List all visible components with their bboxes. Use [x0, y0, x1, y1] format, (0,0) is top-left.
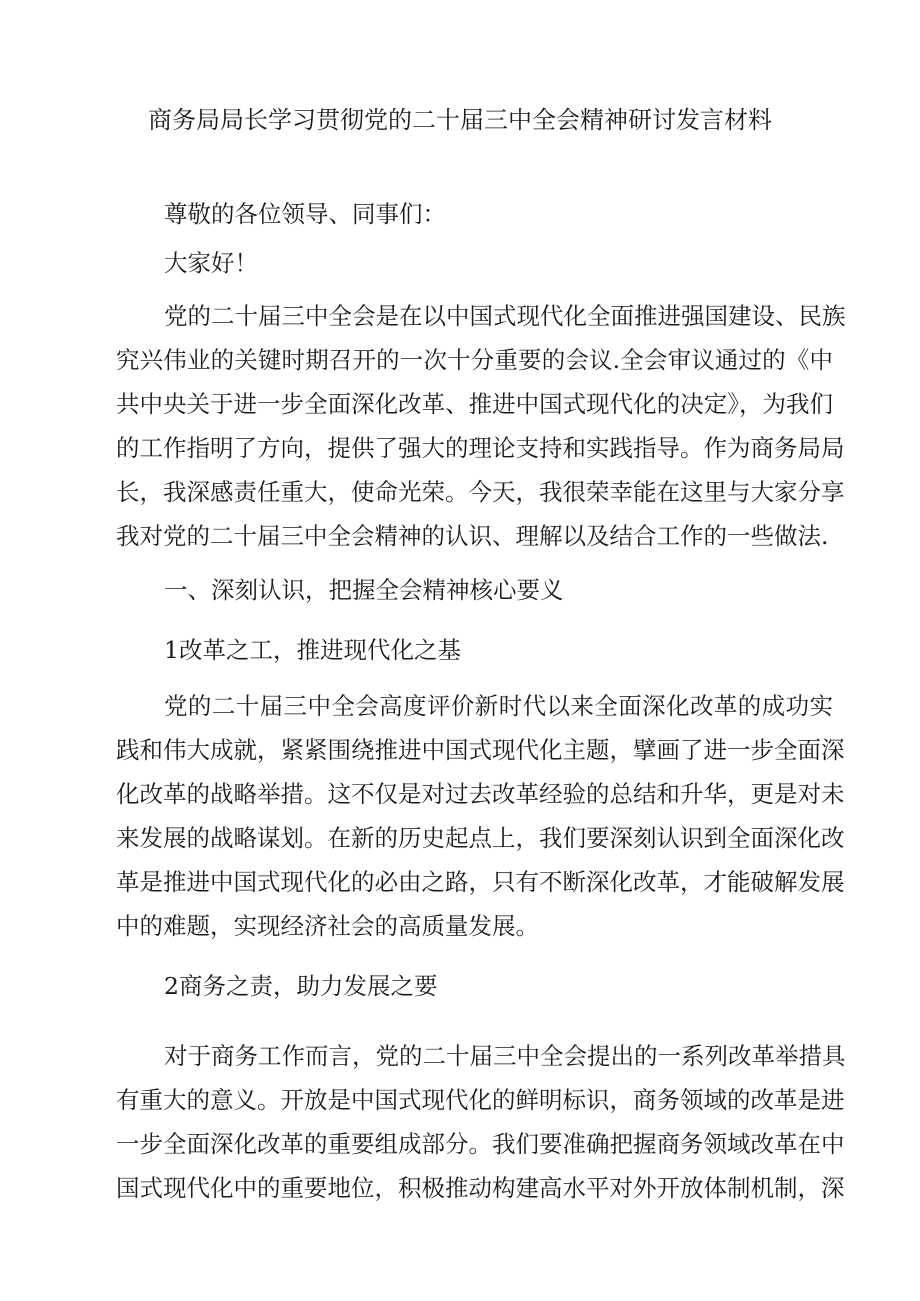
intro-line: 长，我深感责任重大，使命光荣。今天，我很荣幸能在这里与大家分享 [116, 478, 845, 506]
paragraph-line: 党的二十届三中全会高度评价新时代以来全面深化改革的成功实 [164, 692, 833, 720]
paragraph-line: 化改革的战略举措。这不仅是对过去改革经验的总结和升华，更是对未 [116, 780, 845, 808]
paragraph-line: 有重大的意义。开放是中国式现代化的鲜明标识，商务领域的改革是进 [116, 1086, 845, 1114]
paragraph-line: 践和伟大成就，紧紧围绕推进中国式现代化主题，擘画了进一步全面深 [116, 736, 845, 764]
intro-line: 究兴伟业的关键时期召开的一次十分重要的会议.全会审议通过的《中 [116, 346, 833, 374]
salutation: 尊敬的各位领导、同事们： [164, 200, 446, 228]
paragraph-line: 对于商务工作而言，党的二十届三中全会提出的一系列改革举措具 [164, 1042, 846, 1070]
greeting: 大家好！ [164, 249, 258, 277]
intro-line: 党的二十届三中全会是在以中国式现代化全面推进强国建设、民族 [164, 302, 846, 330]
subsection-heading: 1改革之工，推进现代化之基 [164, 636, 461, 664]
subsection-heading: 2商务之责，助力发展之要 [164, 972, 438, 1000]
paragraph-line: 中的难题，实现经济社会的高质量发展。 [116, 912, 539, 940]
section-heading: 一、深刻认识，把握全会精神核心要义 [164, 576, 564, 604]
paragraph-line: 革是推进中国式现代化的必由之路，只有不断深化改革，才能破解发展 [116, 868, 845, 896]
paragraph-line: 一步全面深化改革的重要组成部分。我们要准确把握商务领域改革在中 [116, 1130, 845, 1158]
paragraph-line: 国式现代化中的重要地位，积极推动构建高水平对外开放体制机制，深 [116, 1174, 845, 1202]
document-title: 商务局局长学习贯彻党的二十届三中全会精神研讨发言材料 [148, 106, 772, 134]
paragraph-line: 来发展的战略谋划。在新的历史起点上，我们要深刻认识到全面深化改 [116, 824, 845, 852]
intro-line: 的工作指明了方向，提供了强大的理论支持和实践指导。作为商务局局 [116, 434, 845, 462]
intro-line: 我对党的二十届三中全会精神的认识、理解以及结合工作的一些做法. [116, 522, 829, 550]
intro-line: 共中央关于进一步全面深化改革、推进中国式现代化的决定》，为我们 [116, 390, 833, 418]
